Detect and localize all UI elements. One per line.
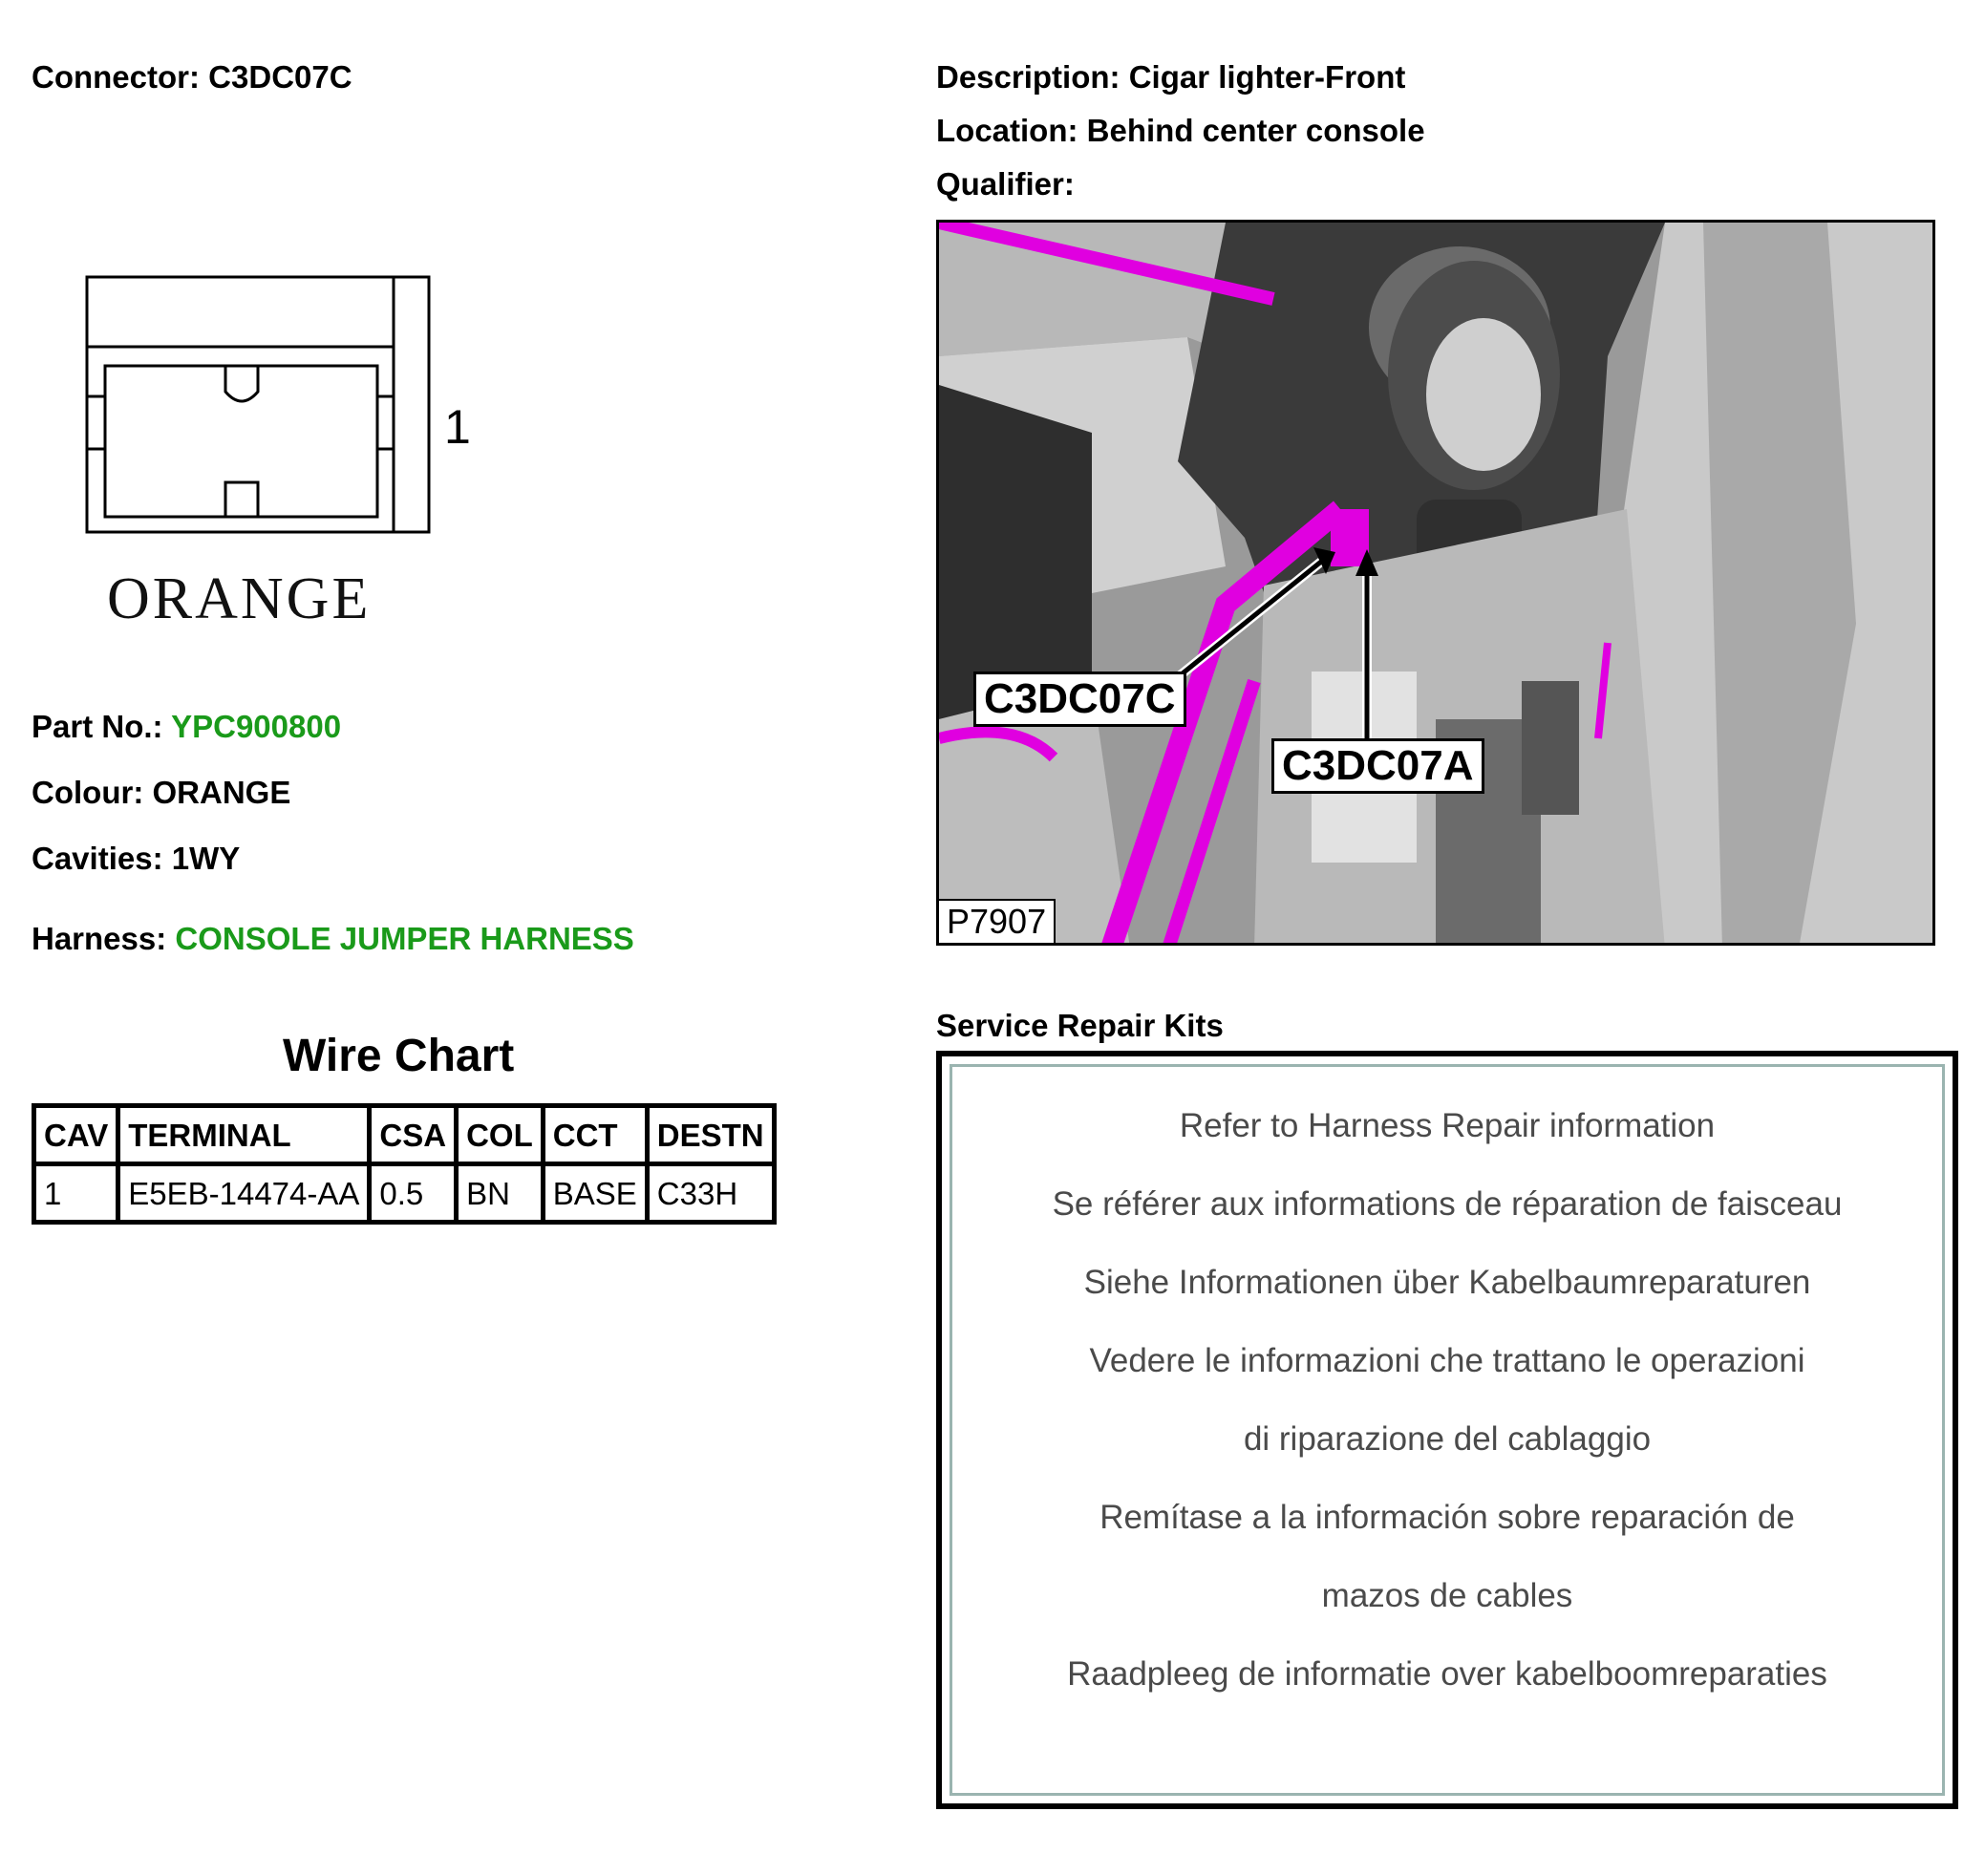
part-no-link[interactable]: YPC900800 [171, 709, 342, 744]
connector-colour-label: ORANGE [107, 566, 372, 631]
kit-line-es-1: Remítase a la información sobre reparación de [1099, 1499, 1795, 1536]
kit-line-it-2: di riparazione del cablaggio [1243, 1420, 1652, 1458]
cell-col: BN [457, 1164, 544, 1223]
location-field [936, 113, 1425, 149]
header-destn: DESTN [647, 1106, 774, 1164]
cavities-label: Cavities: [32, 841, 163, 876]
kit-line-de: Siehe Informationen über Kabelbaumreparaturen [1083, 1264, 1811, 1301]
connector-value: C3DC07C [208, 59, 352, 95]
kit-line-fr: Se référer aux informations de réparation de faisceau [1052, 1185, 1843, 1223]
cell-destn: C33H [647, 1164, 774, 1223]
location-value: Behind center console [1086, 113, 1425, 148]
cavities-value: 1WY [171, 841, 241, 876]
cell-terminal: E5EB-14474-AA [118, 1164, 370, 1223]
cell-csa: 0.5 [370, 1164, 457, 1223]
kit-line-nl: Raadpleeg de informatie over kabelboomreparaties [1067, 1655, 1827, 1693]
kit-line-it-1: Vedere le informazioni che trattano le operazioni [1089, 1342, 1805, 1379]
photo-callout-c3dc07c: C3DC07C [973, 672, 1186, 727]
colour-label: Colour: [32, 775, 144, 810]
header-cct: CCT [543, 1106, 647, 1164]
harness-label: Harness: [32, 921, 167, 956]
part-no-field [32, 709, 341, 745]
description-value: Cigar lighter-Front [1128, 59, 1406, 95]
location-label: Location: [936, 113, 1078, 148]
header-terminal: TERMINAL [118, 1106, 370, 1164]
cavity-number: 1 [444, 400, 471, 454]
part-no-label: Part No.: [32, 709, 163, 744]
cell-cav: 1 [34, 1164, 118, 1223]
description-field [936, 59, 1405, 96]
description-label: Description: [936, 59, 1121, 95]
harness-link[interactable]: CONSOLE JUMPER HARNESS [175, 921, 634, 956]
header-cav: CAV [34, 1106, 118, 1164]
qualifier-label: Qualifier: [936, 166, 1075, 202]
wire-chart-title: Wire Chart [283, 1031, 515, 1081]
cell-cct: BASE [543, 1164, 647, 1223]
service-repair-kits-title: Service Repair Kits [936, 1008, 1224, 1043]
kit-line-es-2: mazos de cables [1321, 1577, 1573, 1614]
photo-callout-c3dc07a: C3DC07A [1271, 738, 1484, 794]
header-col: COL [457, 1106, 544, 1164]
wire-chart-header-row [34, 1106, 775, 1164]
service-repair-kits-inner [950, 1064, 1945, 1796]
service-repair-kits-box [936, 1051, 1958, 1809]
wire-chart-table [32, 1103, 777, 1225]
harness-field [32, 921, 634, 957]
connector-face-drawing [84, 272, 438, 544]
table-row [34, 1164, 775, 1223]
header-csa: CSA [370, 1106, 457, 1164]
connector-field [32, 59, 352, 96]
colour-field [32, 775, 290, 811]
photo-reference: P7907 [939, 899, 1056, 943]
kit-line-en: Refer to Harness Repair information [1179, 1107, 1716, 1144]
qualifier-field [936, 166, 1075, 203]
location-photo [936, 220, 1935, 946]
connector-label: Connector: [32, 59, 200, 95]
cavities-field [32, 841, 240, 877]
photo-illustration [939, 223, 1935, 946]
colour-value: ORANGE [152, 775, 291, 810]
